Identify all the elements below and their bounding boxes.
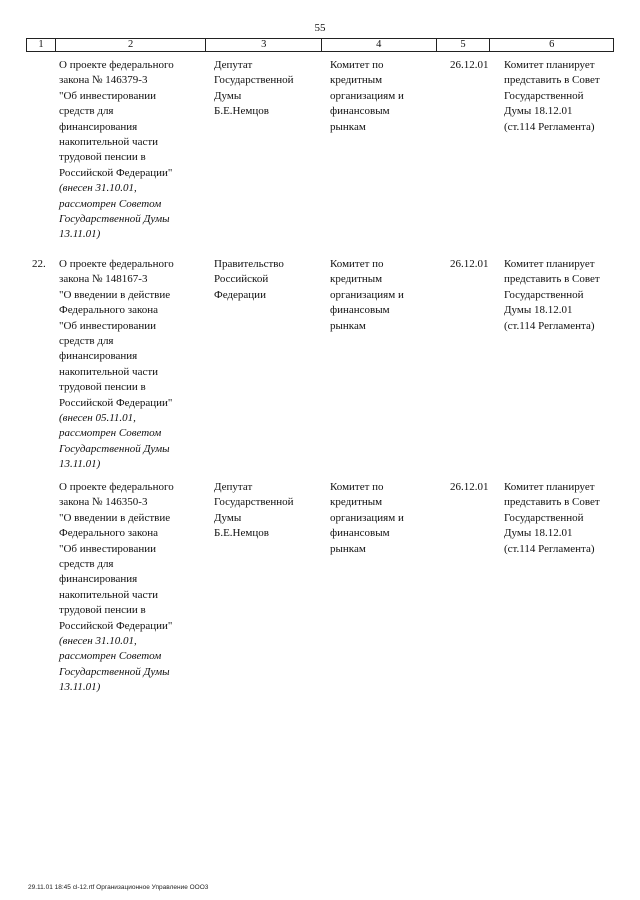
text-line: Государственной [504, 288, 584, 301]
column-header-3: 3 [206, 39, 322, 51]
review-date: 26.12.01 [450, 59, 489, 71]
table-header-row [26, 38, 614, 52]
text-line: Б.Е.Немцов [214, 527, 269, 540]
text-line: (внесен 05.11.01, [59, 412, 136, 425]
text-line: накопительной части [59, 365, 159, 378]
text-line: закона № 148167-3 [59, 273, 148, 286]
text-line: Комитет по [330, 481, 384, 493]
text-line: Государственной [214, 496, 294, 509]
text-line: 13.11.01) [59, 681, 101, 694]
text-line: финансирования [59, 120, 138, 133]
responsible-committee [330, 480, 442, 557]
text-line: Российской Федерации" [59, 166, 173, 179]
text-line: Комитет по [330, 59, 384, 71]
text-line: трудовой пенсии в [59, 381, 146, 394]
text-line: Государственной Думы [59, 665, 170, 678]
column-header-6: 6 [549, 39, 555, 50]
bill-title [59, 480, 211, 696]
text-line: трудовой пенсии в [59, 604, 146, 617]
text-line: трудовой пенсии в [59, 151, 146, 164]
text-line: "О введении в действие [59, 288, 171, 301]
text-line: "Об инвестировании [59, 319, 157, 332]
bill-author [214, 480, 324, 542]
page-footer: 29.11.01 18:45 cl-12.rtf Организационное Управление ООО3 [28, 884, 209, 891]
text-line: кредитным [330, 74, 383, 87]
text-line: накопительной части [59, 136, 159, 149]
text-line: О проекте федерального [59, 258, 174, 270]
text-line: кредитным [330, 496, 383, 509]
text-line: 13.11.01) [59, 228, 101, 241]
text-line: О проекте федерального [59, 59, 174, 71]
text-line: организациям и [330, 511, 404, 524]
text-line: О проекте федерального [59, 481, 174, 493]
bill-author [214, 58, 324, 120]
committee-plan [504, 480, 619, 557]
bill-title [59, 257, 211, 473]
text-line: финансовым [330, 527, 390, 540]
text-line: Федерации [214, 288, 266, 301]
text-line: (внесен 31.10.01, [59, 635, 137, 648]
text-line: (ст.114 Регламента) [504, 542, 595, 555]
bill-title [59, 58, 211, 243]
text-line: "Об инвестировании [59, 89, 157, 102]
text-line: представить в Совет [504, 273, 600, 286]
text-line: представить в Совет [504, 74, 600, 87]
text-line: Государственной Думы [59, 213, 170, 226]
text-line: Думы [214, 511, 242, 524]
review-date: 26.12.01 [450, 481, 489, 493]
text-line: "О введении в действие [59, 511, 171, 524]
page-number: 55 [314, 22, 326, 34]
committee-plan [504, 257, 619, 334]
text-line: Государственной Думы [59, 442, 170, 455]
text-line: средств для [59, 335, 114, 348]
text-line: Комитет планирует [504, 59, 595, 71]
column-header-2: 2 [56, 39, 206, 51]
text-line: Думы 18.12.01 [504, 527, 573, 540]
text-line: рассмотрен Советом [59, 650, 162, 663]
text-line: Российской Федерации" [59, 396, 173, 409]
text-line: Думы 18.12.01 [504, 105, 573, 118]
text-line: Депутат [214, 59, 253, 71]
text-line: Российской [214, 273, 269, 286]
text-line: финансовым [330, 304, 390, 317]
text-line: Депутат [214, 481, 253, 493]
text-line: представить в Совет [504, 496, 600, 509]
review-date: 26.12.01 [450, 258, 489, 270]
text-line: Комитет планирует [504, 258, 595, 270]
column-header-4: 4 [322, 39, 437, 51]
text-line: Б.Е.Немцов [214, 105, 269, 118]
text-line: кредитным [330, 273, 383, 286]
bill-author [214, 257, 324, 303]
text-line: Комитет по [330, 258, 384, 270]
text-line: финансирования [59, 350, 138, 363]
text-line: организациям и [330, 89, 404, 102]
text-line: 13.11.01) [59, 458, 101, 471]
column-header-1: 1 [27, 39, 56, 51]
text-line: финансирования [59, 573, 138, 586]
text-line: Думы 18.12.01 [504, 304, 573, 317]
text-line: финансовым [330, 105, 390, 118]
committee-plan [504, 58, 619, 135]
text-line: рынкам [330, 319, 366, 332]
text-line: Правительство [214, 258, 284, 270]
responsible-committee [330, 58, 442, 135]
text-line: рынкам [330, 120, 366, 133]
text-line: рынкам [330, 542, 366, 555]
text-line: рассмотрен Советом [59, 427, 162, 440]
column-header-5: 5 [437, 39, 491, 51]
text-line: закона № 146350-3 [59, 496, 148, 509]
text-line: Комитет планирует [504, 481, 595, 493]
text-line: средств для [59, 105, 114, 118]
text-line: Федерального закона [59, 304, 159, 317]
text-line: организациям и [330, 288, 404, 301]
text-line: рассмотрен Советом [59, 197, 162, 210]
text-line: Государственной [504, 511, 584, 524]
text-line: Думы [214, 89, 242, 102]
text-line: закона № 146379-3 [59, 74, 148, 87]
text-line: средств для [59, 558, 114, 571]
text-line: накопительной части [59, 588, 159, 601]
responsible-committee [330, 257, 442, 334]
text-line: Государственной [214, 74, 294, 87]
text-line: "Об инвестировании [59, 542, 157, 555]
text-line: (ст.114 Регламента) [504, 120, 595, 133]
text-line: Российской Федерации" [59, 619, 173, 632]
text-line: (ст.114 Регламента) [504, 319, 595, 332]
text-line: Федерального закона [59, 527, 159, 540]
row-number: 22. [32, 258, 46, 270]
text-line: (внесен 31.10.01, [59, 182, 137, 195]
text-line: Государственной [504, 89, 584, 102]
